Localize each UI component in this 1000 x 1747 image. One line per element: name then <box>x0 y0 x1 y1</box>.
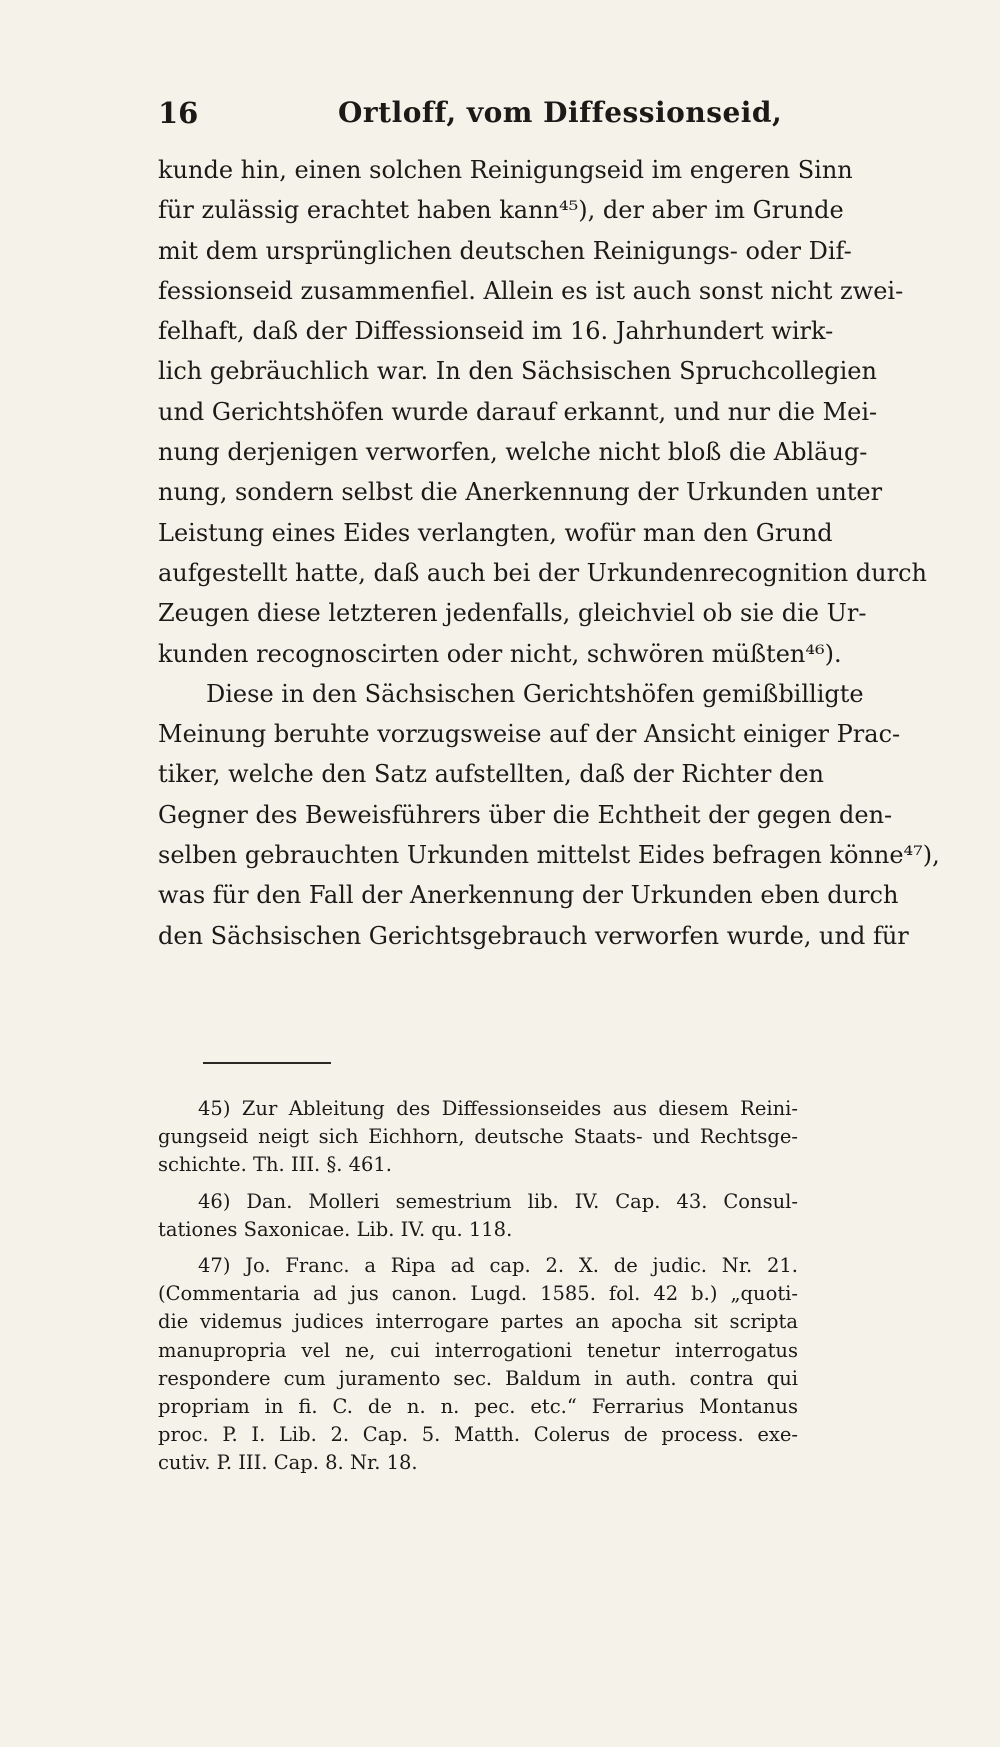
text-line: Diese in den Sächsischen Gerichtshöfen gemißbilligte <box>206 679 864 708</box>
text-line: den Sächsischen Gerichtsgebrauch verworfen wurde, und für <box>158 921 909 950</box>
text-line: kunden recognoscirten oder nicht, schwören müßten⁴⁶). <box>158 639 842 668</box>
running-title: Ortloff, vom Diffessionseid, <box>338 96 783 129</box>
text-line: tiker, welche den Satz aufstellten, daß der Richter den <box>158 760 824 789</box>
footnote-45 <box>158 1095 798 1180</box>
footnote-line: (Commentaria ad jus canon. Lugd. 1585. fol. 42 b.) „quoti- <box>158 1282 798 1306</box>
text-line: kunde hin, einen solchen Reinigungseid im engeren Sinn <box>158 156 853 184</box>
text-line: für zulässig erachtet haben kann⁴⁵), der aber im Grunde <box>158 196 844 225</box>
text-line: fessionseid zusammenfiel. Allein es ist auch sonst nicht zwei- <box>158 276 904 305</box>
text-line: mit dem ursprünglichen deutschen Reinigungs- oder Dif- <box>158 236 852 265</box>
footnote-line: gungseid neigt sich Eichhorn, deutsche Staats- und Rechtsge- <box>158 1125 798 1149</box>
footnote-line: 45) Zur Ableitung des Diffessionseides aus diesem Reini- <box>198 1097 798 1120</box>
footnote-line: manupropria vel ne, cui interrogationi tenetur interrogatus <box>158 1338 798 1362</box>
text-line: selben gebrauchten Urkunden mittelst Eides befragen könne⁴⁷), <box>158 841 940 870</box>
footnote-46 <box>158 1188 798 1244</box>
page-header <box>158 96 798 136</box>
text-line: was für den Fall der Anerkennung der Urkunden eben durch <box>158 881 899 910</box>
footnote-line: 46) Dan. Molleri semestrium lib. IV. Cap. 43. Consul- <box>198 1189 798 1213</box>
footnote-line: die videmus judices interrogare partes an apocha sit scripta <box>158 1310 798 1334</box>
text-line: nung derjenigen verworfen, welche nicht bloß die Abläug- <box>158 438 868 467</box>
text-line: Meinung beruhte vorzugsweise auf der Ansicht einiger Prac- <box>158 720 901 749</box>
footnote-47 <box>158 1252 798 1478</box>
body-text <box>158 150 940 956</box>
text-line: felhaft, daß der Diffessionseid im 16. Jahrhundert wirk- <box>158 317 834 346</box>
footnote-line: 47) Jo. Franc. a Ripa ad cap. 2. X. de judic. Nr. 21. <box>198 1254 798 1278</box>
text-line: lich gebräuchlich war. In den Sächsischen Spruchcollegien <box>158 357 877 386</box>
text-line: nung, sondern selbst die Anerkennung der Urkunden unter <box>158 478 883 507</box>
footnote-line: propriam in fi. C. de n. n. pec. etc.“ Ferrarius Montanus <box>158 1395 798 1419</box>
footnote-line: cutiv. P. III. Cap. 8. Nr. 18. <box>158 1451 418 1475</box>
paragraph-2 <box>158 674 940 956</box>
text-line: Zeugen diese letzteren jedenfalls, gleichviel ob sie die Ur- <box>158 599 867 628</box>
footnote-line: schichte. Th. III. §. 461. <box>158 1153 393 1177</box>
text-line: und Gerichtshöfen wurde darauf erkannt, und nur die Mei- <box>158 397 878 426</box>
footnote-line: proc. P. I. Lib. 2. Cap. 5. Matth. Colerus de process. exe- <box>158 1423 798 1447</box>
text-line: Gegner des Beweisführers über die Echtheit der gegen den- <box>158 800 893 829</box>
footnote-line: respondere cum juramento sec. Baldum in auth. contra qui <box>158 1366 798 1390</box>
text-line: Leistung eines Eides verlangten, wofür man den Grund <box>158 518 833 547</box>
footnote-line: tationes Saxonicae. Lib. IV. qu. 118. <box>158 1217 513 1241</box>
paragraph-1 <box>158 150 927 674</box>
footnotes <box>158 1095 798 1478</box>
footnote-separator-rule <box>203 1062 331 1064</box>
page-number: 16 <box>158 96 199 130</box>
text-line: aufgestellt hatte, daß auch bei der Urkundenrecognition durch <box>158 558 927 587</box>
